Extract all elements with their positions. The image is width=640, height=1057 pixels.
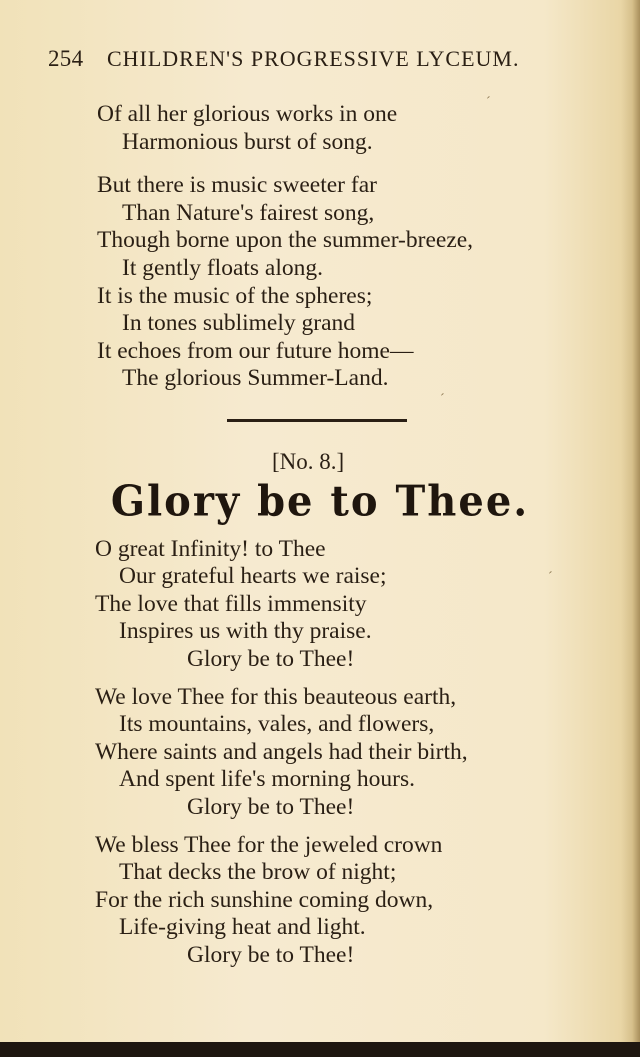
verse-line: Where saints and angels had their birth,	[95, 739, 468, 765]
running-title: CHILDREN'S PROGRESSIVE LYCEUM.	[106, 46, 520, 71]
verse-line: O great Infinity! to Thee	[95, 536, 326, 562]
verse-line: We bless Thee for the jeweled crown	[95, 832, 443, 858]
paper-speck: ´	[486, 95, 491, 110]
verse-line: But there is music sweeter far	[97, 172, 377, 198]
verse-line: Its mountains, vales, and flowers,	[119, 711, 435, 737]
hymn-title: Glory be to Thee.	[110, 476, 530, 527]
section-divider	[227, 419, 407, 422]
running-header	[48, 46, 528, 72]
page-number: 254	[48, 46, 84, 71]
verse-line: Than Nature's fairest song,	[122, 200, 375, 226]
paper-speck: ˊ	[548, 570, 553, 585]
verse-line: It is the music of the spheres;	[97, 283, 373, 309]
refrain-line: Glory be to Thee!	[187, 942, 355, 968]
hymn-number: [No. 8.]	[272, 449, 345, 474]
verse-line: And spent life's morning hours.	[119, 766, 415, 792]
verse-line: Though borne upon the summer-breeze,	[97, 227, 474, 253]
verse-line: Our grateful hearts we raise;	[119, 563, 387, 589]
verse-line: It echoes from our future home—	[97, 338, 414, 364]
verse-line: We love Thee for this beauteous earth,	[95, 684, 457, 710]
verse-line: Life-giving heat and light.	[119, 914, 366, 940]
refrain-line: Glory be to Thee!	[187, 794, 355, 820]
verse-line: Of all her glorious works in one	[97, 101, 398, 127]
verse-line: For the rich sunshine coming down,	[95, 887, 434, 913]
verse-line: It gently floats along.	[122, 255, 324, 281]
page-bottom-border	[0, 1042, 640, 1057]
verse-line: The glorious Summer-Land.	[122, 365, 389, 391]
verse-line: In tones sublimely grand	[122, 310, 356, 336]
refrain-line: Glory be to Thee!	[187, 646, 355, 672]
verse-line: Inspires us with thy praise.	[119, 618, 372, 644]
verse-line: Harmonious burst of song.	[122, 129, 373, 155]
paper-speck: ˊ	[440, 392, 445, 407]
verse-line: That decks the brow of night;	[119, 859, 397, 885]
verse-line: The love that fills immensity	[95, 591, 367, 617]
